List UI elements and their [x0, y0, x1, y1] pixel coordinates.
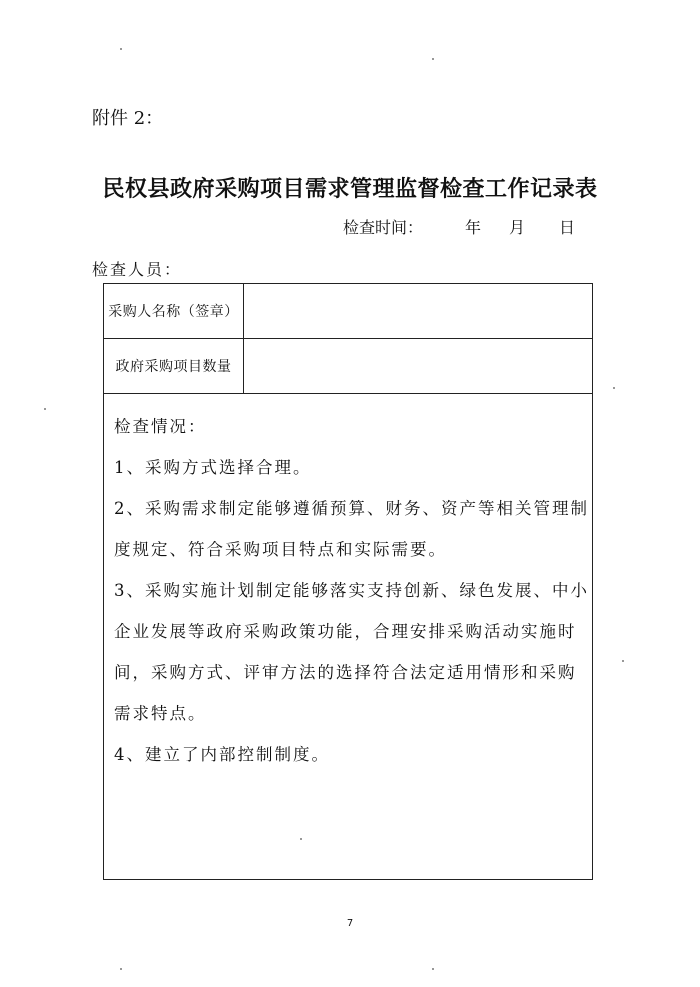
findings-line: 间，采购方式、评审方法的选择符合法定适用情形和采购: [114, 663, 577, 682]
findings-line: 4、建立了内部控制制度。: [114, 745, 330, 764]
table-row: [104, 339, 592, 394]
scan-speck: [432, 968, 434, 970]
scan-speck: [622, 660, 624, 662]
purchaser-name-field[interactable]: [244, 284, 592, 338]
scan-speck: [120, 968, 122, 970]
findings-section: [114, 406, 589, 775]
scan-speck: [613, 387, 615, 389]
findings-heading: 检查情况：: [114, 417, 207, 436]
inspection-date-day: 日: [559, 218, 576, 237]
attachment-label: 附件 2：: [92, 108, 164, 129]
inspection-record-table: [103, 283, 593, 880]
inspection-date-label: 检查时间：: [343, 218, 424, 237]
page-number: 7: [346, 918, 354, 929]
project-count-label: 政府采购项目数量: [104, 339, 244, 393]
findings-line: 3、采购实施计划制定能够落实支持创新、绿色发展、中小: [114, 581, 589, 600]
scan-speck: [432, 58, 434, 60]
findings-line: 企业发展等政府采购政策功能，合理安排采购活动实施时: [114, 622, 577, 641]
findings-line: 1、采购方式选择合理。: [114, 458, 312, 477]
inspection-date-month: 月: [509, 218, 526, 237]
scan-speck: [300, 838, 302, 840]
purchaser-name-label: 采购人名称（签章）: [104, 284, 244, 338]
findings-line: 2、采购需求制定能够遵循预算、财务、资产等相关管理制: [114, 499, 589, 518]
findings-line: 需求特点。: [114, 704, 207, 723]
page-title: 民权县政府采购项目需求管理监督检查工作记录表: [102, 176, 598, 202]
inspection-date-year: 年: [465, 218, 482, 237]
inspectors-label: 检查人员：: [92, 260, 183, 279]
scan-speck: [120, 48, 122, 50]
scan-speck: [44, 408, 46, 410]
project-count-field[interactable]: [244, 339, 592, 393]
findings-line: 度规定、符合采购项目特点和实际需要。: [114, 540, 447, 559]
table-row: [104, 284, 592, 339]
